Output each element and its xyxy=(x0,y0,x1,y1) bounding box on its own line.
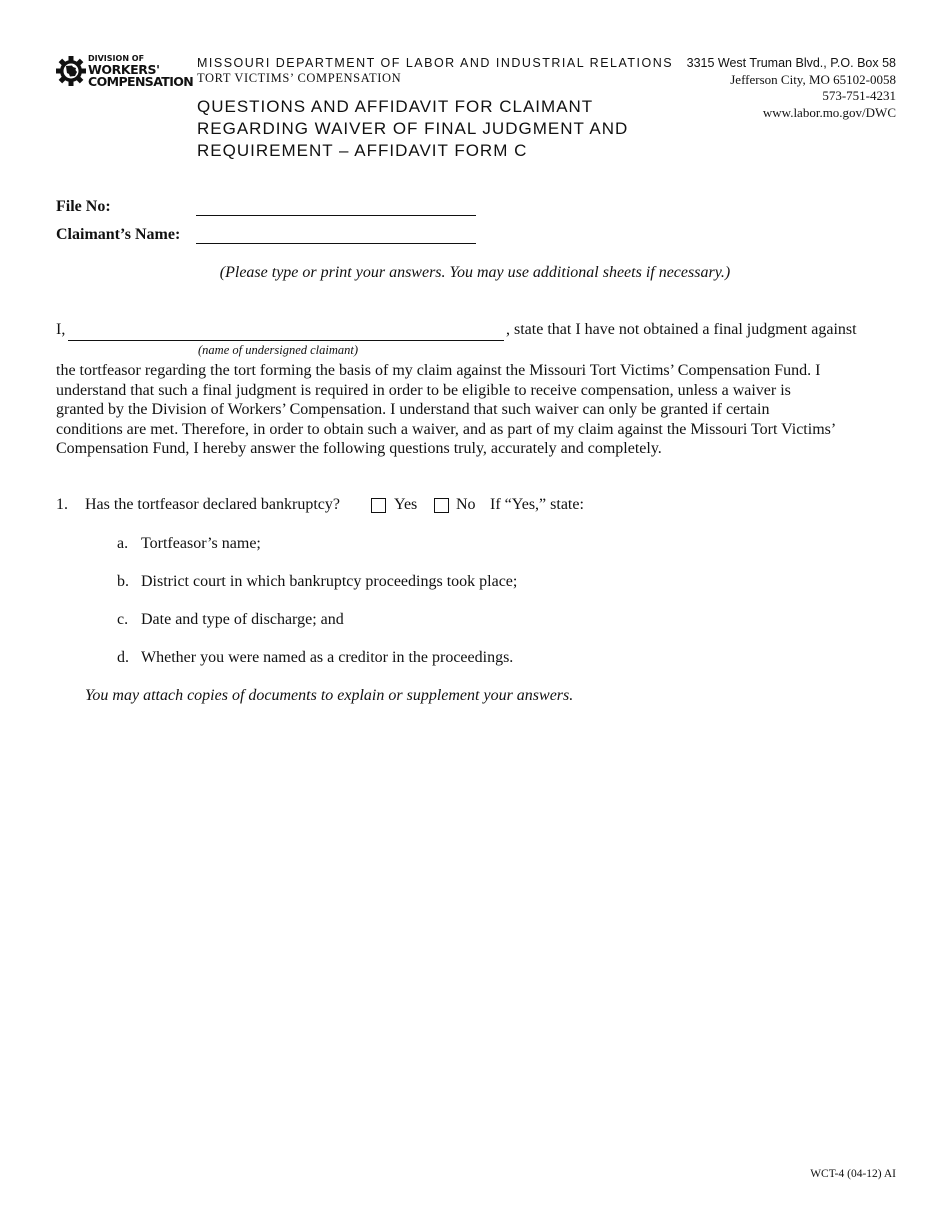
address-street: 3315 West Truman Blvd., P.O. Box 58 xyxy=(686,56,896,70)
no-label: No xyxy=(456,496,476,513)
logo-text-line-2: WORKERS' xyxy=(88,62,160,77)
form-code: WCT-4 (04-12) AI xyxy=(810,1168,896,1180)
form-title-line: REGARDING WAIVER OF FINAL JUDGMENT AND xyxy=(197,119,629,138)
if-yes-prompt: If “Yes,” state: xyxy=(490,496,584,513)
sub-item-letter: c. xyxy=(117,611,129,628)
yes-checkbox[interactable] xyxy=(371,498,386,513)
address-website: www.labor.mo.gov/DWC xyxy=(762,104,896,120)
file-no-label: File No: xyxy=(56,198,111,215)
form-title xyxy=(197,96,667,162)
statement-body xyxy=(56,361,906,459)
statement-line: Compensation Fund, I hereby answer the following questions truly, accurately and completely. xyxy=(56,440,662,458)
statement-lead: I, xyxy=(56,321,66,338)
program-name: TORT VICTIMS’ COMPENSATION xyxy=(197,71,402,85)
question-text: Has the tortfeasor declared bankruptcy? xyxy=(85,496,340,513)
gear-icon xyxy=(56,56,86,86)
division-logo xyxy=(56,54,194,90)
question-number: 1. xyxy=(56,496,68,513)
statement-tail: , state that I have not obtained a final judgment against xyxy=(506,321,857,338)
sub-item-text: Whether you were named as a creditor in the proceedings. xyxy=(141,649,514,666)
statement-line: the tortfeasor regarding the tort forming the basis of my claim against the Missouri Tort Victims’ Compensation Fund. I xyxy=(56,362,821,379)
statement-line: understand that such a final judgment is required in order to be eligible to receive compensation, unless a waiver is xyxy=(56,381,791,399)
address-city: Jefferson City, MO 65102-0058 xyxy=(730,71,896,87)
statement-line: granted by the Division of Workers’ Compensation. I understand that such waiver can only be granted if certain xyxy=(56,401,770,419)
instructions-note xyxy=(0,264,950,282)
sub-item-letter: a. xyxy=(117,535,129,552)
logo-text-line-1: DIVISION OF xyxy=(88,54,145,63)
yes-label: Yes xyxy=(394,496,418,513)
claimant-name-label: Claimant’s Name: xyxy=(56,226,181,243)
sub-item-letter: b. xyxy=(117,573,129,590)
address-phone: 573-751-4231 xyxy=(822,88,896,103)
instructions-text: (Please type or print your answers. You may use additional sheets if necessary.) xyxy=(219,264,731,281)
form-title-line: REQUIREMENT – AFFIDAVIT FORM C xyxy=(197,141,528,160)
logo-text-line-3: COMPENSATION xyxy=(88,74,194,89)
no-checkbox[interactable] xyxy=(434,498,449,513)
sub-item-letter: d. xyxy=(117,649,129,666)
department-name: MISSOURI DEPARTMENT OF LABOR AND INDUSTRIAL RELATIONS xyxy=(197,56,674,70)
attach-documents-note: You may attach copies of documents to explain or supplement your answers. xyxy=(85,687,574,704)
office-address xyxy=(687,55,896,121)
form-title-line: QUESTIONS AND AFFIDAVIT FOR CLAIMANT xyxy=(197,97,594,116)
sub-item-text: Tortfeasor’s name; xyxy=(141,535,261,552)
statement-line: conditions are met. Therefore, in order to obtain such a waiver, and as part of my claim against the Missouri Tort Victims’ xyxy=(56,420,837,438)
claimant-field-caption: (name of undersigned claimant) xyxy=(198,343,359,357)
sub-item-text: Date and type of discharge; and xyxy=(141,611,344,628)
file-no-field[interactable] xyxy=(196,215,476,216)
claimant-name-field[interactable] xyxy=(196,243,476,244)
sub-item-text: District court in which bankruptcy proceedings took place; xyxy=(141,573,518,590)
undersigned-claimant-field[interactable] xyxy=(68,340,504,341)
